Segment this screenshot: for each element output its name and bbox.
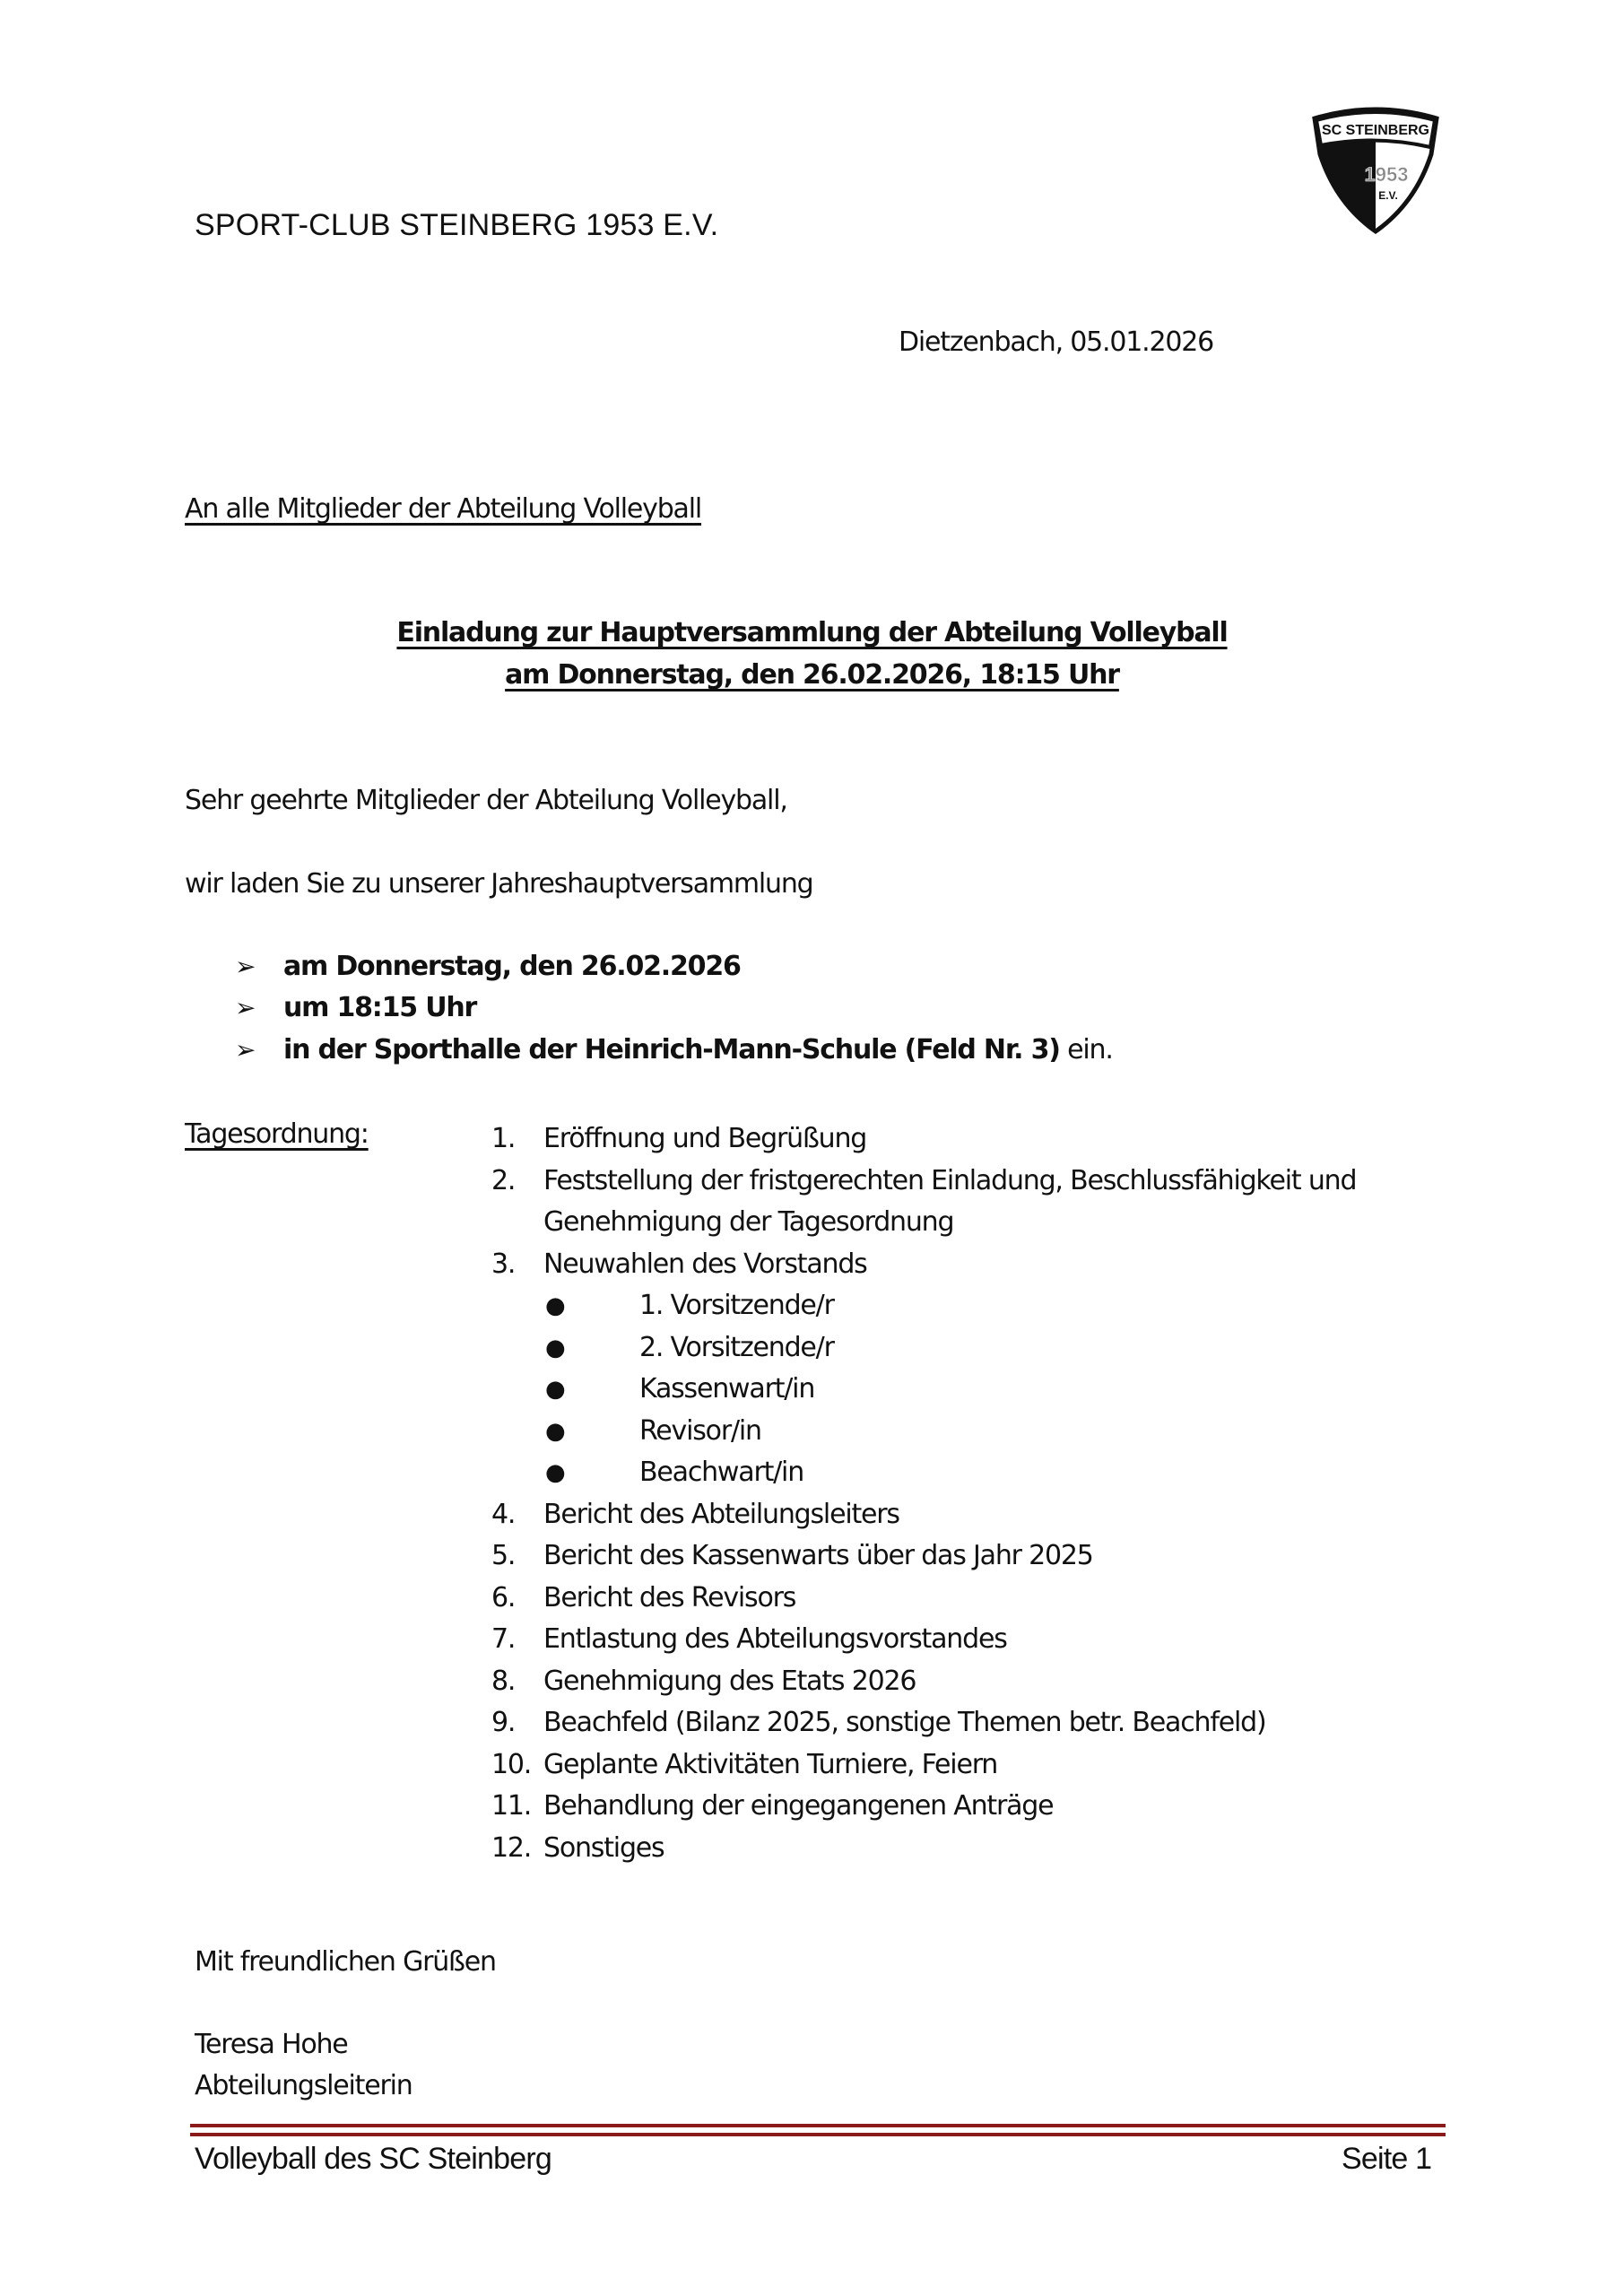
agenda-text: Entlastung des Abteilungsvorstandes <box>543 1623 1007 1655</box>
agenda-text: Neuwahlen des Vorstands <box>543 1248 867 1280</box>
agenda-item <box>491 1702 1356 1744</box>
agenda-number: 12. <box>491 1831 532 1864</box>
agenda-subitem <box>491 1327 1356 1370</box>
agenda-item <box>491 1619 1356 1661</box>
club-name: SPORT-CLUB STEINBERG 1953 E.V. <box>195 208 719 242</box>
agenda-item <box>491 1828 1356 1870</box>
agenda-subitem <box>491 1369 1356 1411</box>
agenda-subitem-text: Kassenwart/in <box>639 1373 815 1405</box>
agenda-text: Genehmigung des Etats 2026 <box>543 1665 916 1697</box>
agenda-list <box>491 1118 1356 1869</box>
agenda-item <box>491 1118 1356 1161</box>
salutation: Sehr geehrte Mitglieder der Abteilung Volleyball, <box>185 785 787 816</box>
agenda-text: Bericht des Revisors <box>543 1581 796 1613</box>
agenda-number: 2. <box>491 1164 516 1196</box>
footer-divider <box>190 2133 1446 2136</box>
agenda-item <box>491 1661 1356 1703</box>
page-number: Seite 1 <box>1342 2142 1432 2176</box>
agenda-subitem <box>491 1285 1356 1327</box>
arrow-bullet-icon: ➢ <box>235 952 256 981</box>
agenda-number: 3. <box>491 1248 516 1280</box>
club-logo-icon <box>1307 100 1444 235</box>
agenda-number: 1. <box>491 1123 516 1154</box>
bullet-dot-icon: ● <box>545 1376 565 1403</box>
agenda-number: 11. <box>491 1790 532 1822</box>
agenda-text: Behandlung der eingegangenen Anträge <box>543 1790 1054 1822</box>
agenda-text: Sonstiges <box>543 1831 664 1864</box>
agenda-number: 5. <box>491 1540 516 1571</box>
arrow-bullet-icon: ➢ <box>235 1035 256 1065</box>
agenda-subitem-text: Revisor/in <box>639 1414 761 1447</box>
agenda-item <box>491 1494 1356 1536</box>
closing-line: Mit freundlichen Grüßen <box>195 1946 496 1978</box>
agenda-text: Geplante Aktivitäten Turniere, Feiern <box>543 1748 998 1780</box>
detail-location-text: in der Sporthalle der Heinrich-Mann-Schule (Feld Nr. 3) <box>283 1034 1060 1065</box>
signer-role: Abteilungsleiterin <box>195 2070 413 2101</box>
agenda-subitem-text: 2. Vorsitzende/r <box>639 1331 834 1363</box>
agenda-number: 6. <box>491 1581 516 1613</box>
place-date: Dietzenbach, 05.01.2026 <box>899 326 1214 358</box>
recipient-line: An alle Mitglieder der Abteilung Volleyball <box>185 493 701 525</box>
detail-date <box>235 951 741 982</box>
invitation-subtitle: am Donnerstag, den 26.02.2026, 18:15 Uhr <box>505 659 1119 691</box>
svg-text:E.V.: E.V. <box>1378 189 1398 202</box>
detail-location-suffix: ein. <box>1059 1034 1113 1065</box>
detail-location <box>235 1034 1113 1065</box>
bullet-dot-icon: ● <box>545 1459 565 1486</box>
bullet-dot-icon: ● <box>545 1334 565 1361</box>
agenda-label: Tagesordnung: <box>185 1118 369 1150</box>
agenda-text: Eröffnung und Begrüßung <box>543 1123 867 1154</box>
arrow-bullet-icon: ➢ <box>235 993 256 1022</box>
agenda-item-continuation <box>491 1202 1356 1244</box>
agenda-subitem <box>491 1452 1356 1494</box>
footer-divider <box>190 2124 1446 2127</box>
agenda-item <box>491 1744 1356 1787</box>
agenda-item <box>491 1786 1356 1828</box>
svg-text:1953: 1953 <box>1364 163 1409 186</box>
agenda-number: 4. <box>491 1498 516 1530</box>
detail-time <box>235 992 476 1023</box>
agenda-text: Bericht des Abteilungsleiters <box>543 1498 899 1530</box>
invitation-title: Einladung zur Hauptversammlung der Abteilung Volleyball <box>396 617 1228 648</box>
detail-date-text: am Donnerstag, den 26.02.2026 <box>283 951 741 982</box>
agenda-text: Feststellung der fristgerechten Einladung, Beschlussfähigkeit und <box>543 1164 1357 1196</box>
detail-time-text: um 18:15 Uhr <box>283 992 477 1023</box>
agenda-text: Beachfeld (Bilanz 2025, sonstige Themen betr. Beachfeld) <box>543 1707 1266 1738</box>
agenda-number: 8. <box>491 1665 516 1697</box>
agenda-text: Bericht des Kassenwarts über das Jahr 2025 <box>543 1540 1093 1571</box>
agenda-number: 10. <box>491 1748 532 1780</box>
footer-left-text: Volleyball des SC Steinberg <box>195 2142 551 2176</box>
agenda-subitem <box>491 1411 1356 1453</box>
agenda-subitem-text: 1. Vorsitzende/r <box>639 1290 834 1321</box>
agenda-item <box>491 1578 1356 1620</box>
signer-name: Teresa Hohe <box>195 2029 348 2060</box>
bullet-dot-icon: ● <box>545 1417 565 1445</box>
agenda-item <box>491 1244 1356 1286</box>
agenda-subitem-text: Beachwart/in <box>639 1457 804 1488</box>
intro-text: wir laden Sie zu unserer Jahreshauptversammlung <box>185 868 813 900</box>
agenda-item <box>491 1161 1356 1203</box>
bullet-dot-icon: ● <box>545 1292 565 1319</box>
agenda-text: Genehmigung der Tagesordnung <box>543 1206 954 1238</box>
agenda-item <box>491 1535 1356 1578</box>
agenda-number: 7. <box>491 1623 516 1655</box>
svg-text:SC STEINBERG: SC STEINBERG <box>1321 123 1430 138</box>
agenda-number: 9. <box>491 1707 516 1738</box>
